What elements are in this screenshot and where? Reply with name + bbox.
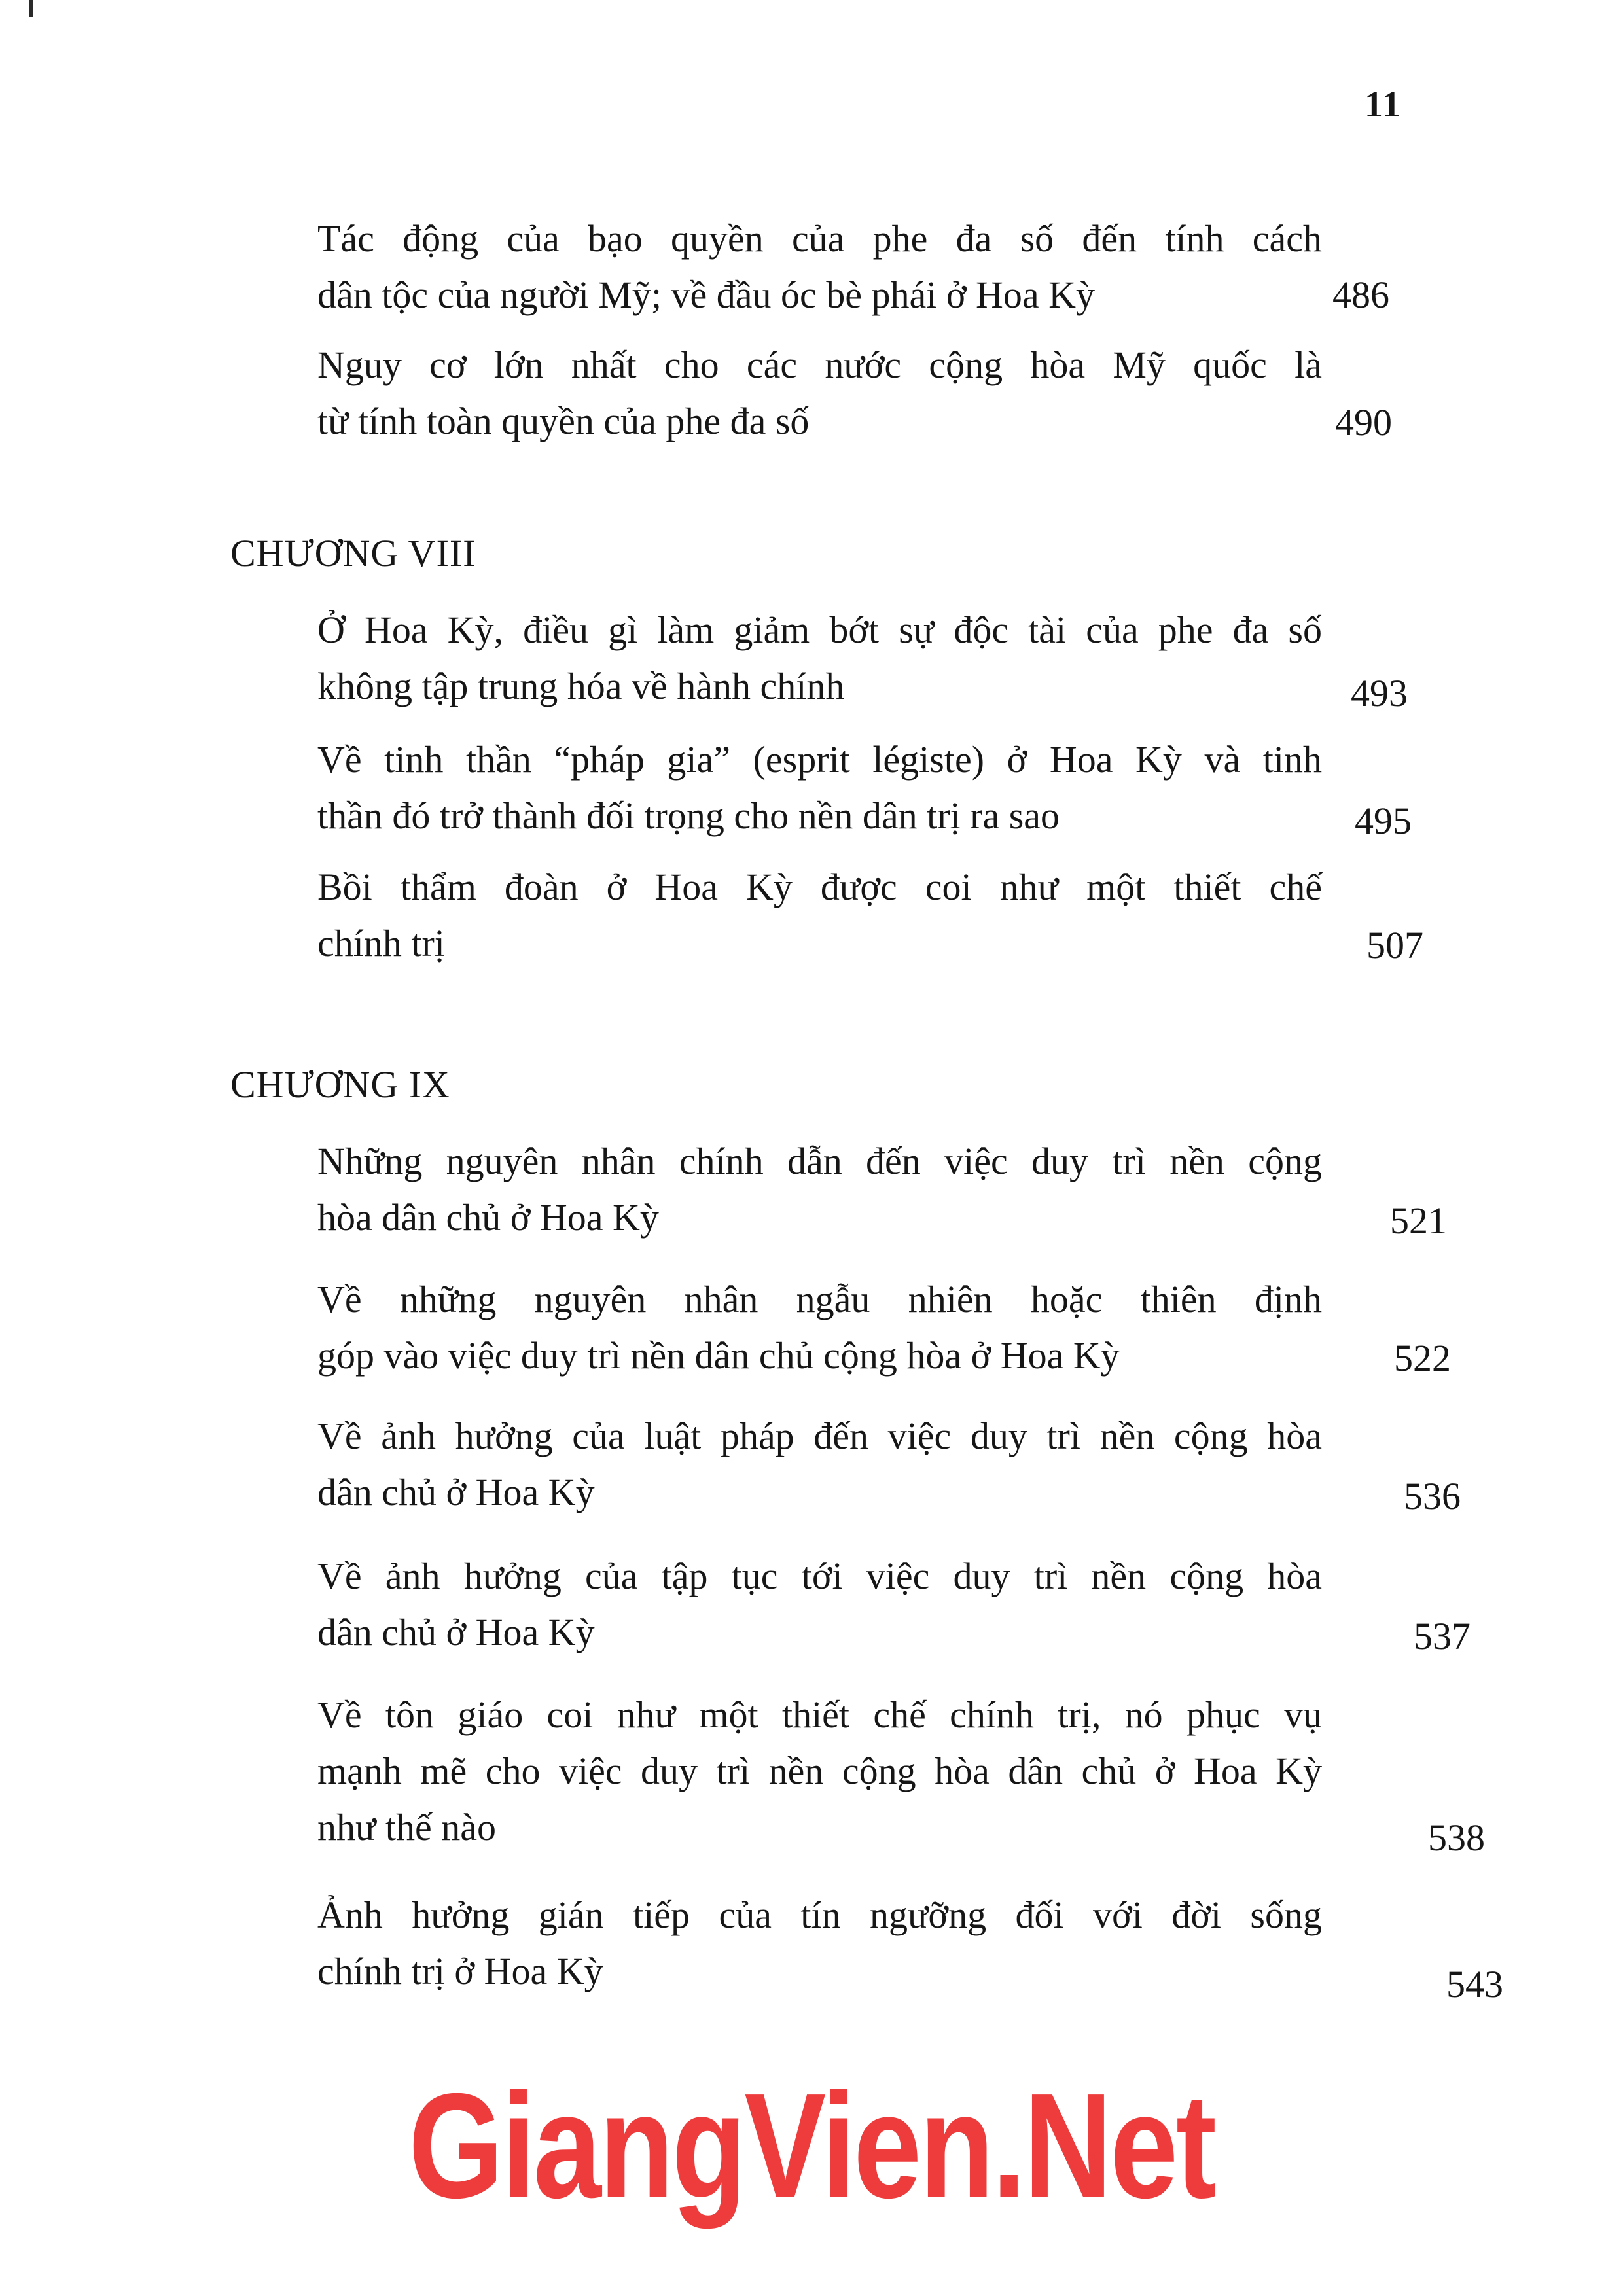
toc-entry-line: Nguy cơ lớn nhất cho các nước cộng hòa Mỹ quốc là bbox=[317, 344, 1322, 386]
toc-entry-line: chính trị ở Hoa Kỳ bbox=[317, 1950, 603, 1992]
toc-entry bbox=[317, 1408, 1322, 1521]
toc-entry bbox=[317, 859, 1322, 972]
toc-entry-line: dân tộc của người Mỹ; về đầu óc bè phái ở Hoa Kỳ bbox=[317, 274, 1096, 316]
toc-entry bbox=[317, 211, 1322, 323]
toc-entry-line: Về ảnh hưởng của tập tục tới việc duy trì nền cộng hòa bbox=[317, 1555, 1322, 1597]
toc-page-number: 543 bbox=[1446, 1963, 1503, 2005]
page-edge-mark bbox=[29, 0, 33, 17]
toc-page-number: 486 bbox=[1332, 274, 1389, 316]
toc-entry-line: như thế nào bbox=[317, 1806, 497, 1848]
toc-entry-line: góp vào việc duy trì nền dân chủ cộng hòa ở Hoa Kỳ bbox=[317, 1334, 1120, 1377]
toc-entry-line: không tập trung hóa về hành chính bbox=[317, 665, 845, 707]
toc-entry-line: dân chủ ở Hoa Kỳ bbox=[317, 1471, 595, 1513]
toc-entry-line: Ảnh hưởng gián tiếp của tín ngưỡng đối với đời sống bbox=[317, 1894, 1322, 1936]
toc-entry bbox=[317, 1687, 1322, 1856]
toc-entry-line: chính trị bbox=[317, 922, 445, 964]
toc-entry-line: từ tính toàn quyền của phe đa số bbox=[317, 400, 810, 442]
toc-entry-line: Ở Hoa Kỳ, điều gì làm giảm bớt sự độc tài của phe đa số bbox=[317, 609, 1322, 651]
page-number: 11 bbox=[1364, 84, 1402, 125]
toc-entry-line: dân chủ ở Hoa Kỳ bbox=[317, 1611, 595, 1653]
toc-entry-line: Về tôn giáo coi như một thiết chế chính trị, nó phục vụ bbox=[317, 1693, 1322, 1736]
toc-entry bbox=[317, 1887, 1322, 2000]
toc-entry bbox=[317, 1548, 1322, 1661]
toc-entry-line: hòa dân chủ ở Hoa Kỳ bbox=[317, 1196, 659, 1239]
toc-entry-line: Tác động của bạo quyền của phe đa số đến tính cách bbox=[317, 217, 1322, 260]
toc-page-number: 495 bbox=[1355, 800, 1412, 842]
toc-page-number: 537 bbox=[1414, 1615, 1471, 1657]
toc-page-number: 507 bbox=[1366, 924, 1423, 966]
toc-entry bbox=[317, 337, 1322, 450]
toc-entry bbox=[317, 1133, 1322, 1246]
toc-entry-line: mạnh mẽ cho việc duy trì nền cộng hòa dân chủ ở Hoa Kỳ bbox=[317, 1750, 1322, 1792]
toc-page-number: 490 bbox=[1335, 401, 1392, 444]
toc-entry bbox=[317, 1271, 1322, 1384]
toc-page-number: 521 bbox=[1390, 1199, 1447, 1242]
toc-page-number: 493 bbox=[1351, 672, 1408, 715]
toc-entry bbox=[317, 732, 1322, 844]
chapter-heading: CHƯƠNG VIII bbox=[230, 532, 476, 574]
toc-entry-line: Về ảnh hưởng của luật pháp đến việc duy trì nền cộng hòa bbox=[317, 1415, 1322, 1457]
toc-entry-line: Những nguyên nhân chính dẫn đến việc duy trì nền cộng bbox=[317, 1140, 1322, 1182]
watermark-logo: GiangVien.Net bbox=[408, 2063, 1215, 2229]
toc-page-number: 536 bbox=[1404, 1475, 1461, 1517]
toc-entry-line: Bồi thẩm đoàn ở Hoa Kỳ được coi như một thiết chế bbox=[317, 866, 1322, 908]
toc-entry-line: thần đó trở thành đối trọng cho nền dân trị ra sao bbox=[317, 794, 1060, 837]
toc-entry-line: Về những nguyên nhân ngẫu nhiên hoặc thiên định bbox=[317, 1278, 1322, 1320]
toc-page-number: 538 bbox=[1428, 1816, 1485, 1859]
chapter-heading: CHƯƠNG IX bbox=[230, 1063, 450, 1106]
toc-entry bbox=[317, 602, 1322, 715]
toc-page-number: 522 bbox=[1394, 1337, 1451, 1379]
toc-entry-line: Về tinh thần “pháp gia” (esprit légiste) ở Hoa Kỳ và tinh bbox=[317, 738, 1322, 781]
